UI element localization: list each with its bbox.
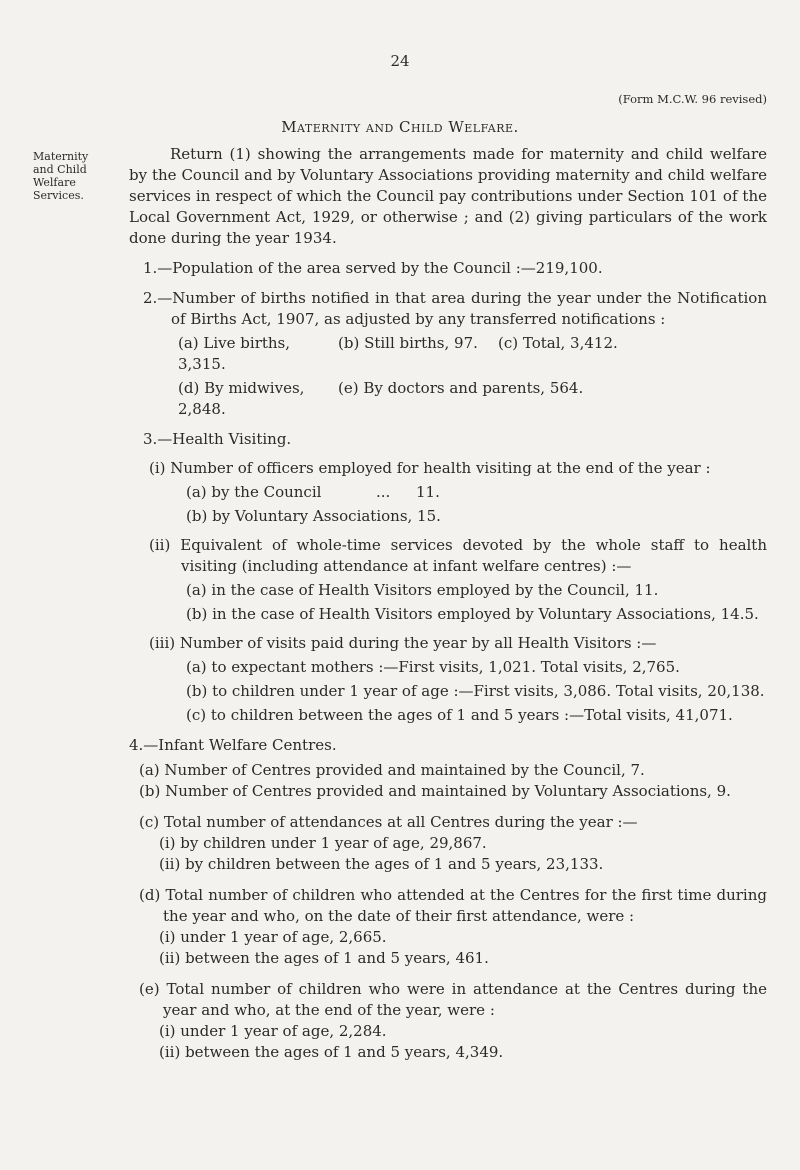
s3-iii-a: (a) to expectant mothers :—First visits, 1,021. Total visits, 2,765. [186, 658, 680, 676]
s3-ii-equivalent: (ii) Equivalent of whole-time services devoted by the whole staff to health visiting (including attendance at infant welfare centres) :— [149, 536, 767, 575]
main-content [129, 144, 767, 1063]
s4-d-ii: (ii) between the ages of 1 and 5 years, 461. [159, 949, 489, 967]
s4-d: (d) Total number of children who attended at the Centres for the first time during the year and who, on the date of their first attendance, were : [139, 886, 767, 925]
total-births: (c) Total, 3,412. [498, 334, 618, 352]
s3-iii-c: (c) to children between the ages of 1 and 5 years :—Total visits, 41,071. [186, 706, 733, 724]
births-by-doctors: (e) By doctors and parents, 564. [338, 379, 584, 397]
s3-ii-b: (b) in the case of Health Visitors employed by Voluntary Associations, 14.5. [186, 605, 759, 623]
s4-c-i: (i) by children under 1 year of age, 29,867. [159, 834, 487, 852]
intro-paragraph: Return (1) showing the arrangements made for maternity and child welfare by the Council and by Voluntary Associations providing maternity and child welfare services in respect of which the Council pay contributions under Section 101 of the Local Government Act, 1929, or otherwise ; and (2) giving particulars of the work done during the year 1934. [129, 145, 767, 247]
s4-c-ii: (ii) by children between the ages of 1 and 5 years, 23,133. [159, 855, 604, 873]
births-row-2 [178, 378, 767, 420]
margin-note-line: and Child [33, 163, 87, 176]
s3-iii-b: (b) to children under 1 year of age :—First visits, 3,086. Total visits, 20,138. [186, 682, 765, 700]
s4-d-i: (i) under 1 year of age, 2,665. [159, 928, 387, 946]
s3-iii-visits: (iii) Number of visits paid during the year by all Health Visitors :— [149, 634, 657, 652]
live-births: (a) Live births, 3,315. [178, 334, 291, 373]
s4-a: (a) Number of Centres provided and maintained by the Council, 7. [139, 761, 645, 779]
s4-e-ii: (ii) between the ages of 1 and 5 years, 4,349. [159, 1043, 504, 1061]
page-number: 24 [390, 52, 410, 70]
section-2-births: 2.—Number of births notified in that area during the year under the Notification of Births Act, 1907, as adjusted by any transferred notifications : [143, 289, 767, 328]
s3-ii-a: (a) in the case of Health Visitors employed by the Council, 11. [186, 581, 659, 599]
s4-e-i: (i) under 1 year of age, 2,284. [159, 1022, 387, 1040]
s3-i-b: (b) by Voluntary Associations, 15. [186, 507, 441, 525]
margin-note-line: Welfare [33, 176, 76, 189]
s3-i-a-label: (a) by the Council [186, 483, 322, 501]
section-1-population: 1.—Population of the area served by the Council :—219,100. [143, 259, 603, 277]
form-reference: (Form M.C.W. 96 revised) [618, 92, 767, 106]
margin-note-line: Services. [33, 189, 84, 202]
s4-c: (c) Total number of attendances at all Centres during the year :— [139, 813, 638, 831]
births-row-1 [178, 333, 767, 375]
s3-i-a-dots: ... [376, 483, 391, 501]
s3-i-officers: (i) Number of officers employed for health visiting at the end of the year : [149, 459, 711, 477]
s3-i-a [186, 482, 767, 503]
section-4-heading: 4.—Infant Welfare Centres. [129, 736, 337, 754]
section-3-heading: 3.—Health Visiting. [143, 430, 292, 448]
s4-e: (e) Total number of children who were in attendance at the Centres during the year and who, at the end of the year, were : [139, 980, 767, 1019]
page-title: Maternity and Child Welfare. [281, 118, 519, 136]
births-by-midwives: (d) By midwives, 2,848. [178, 379, 305, 418]
margin-note [33, 150, 113, 202]
still-births: (b) Still births, 97. [338, 334, 478, 352]
s4-b: (b) Number of Centres provided and maintained by Voluntary Associations, 9. [139, 782, 731, 800]
s3-i-a-value: 11. [416, 483, 440, 501]
margin-note-line: Maternity [33, 150, 89, 163]
